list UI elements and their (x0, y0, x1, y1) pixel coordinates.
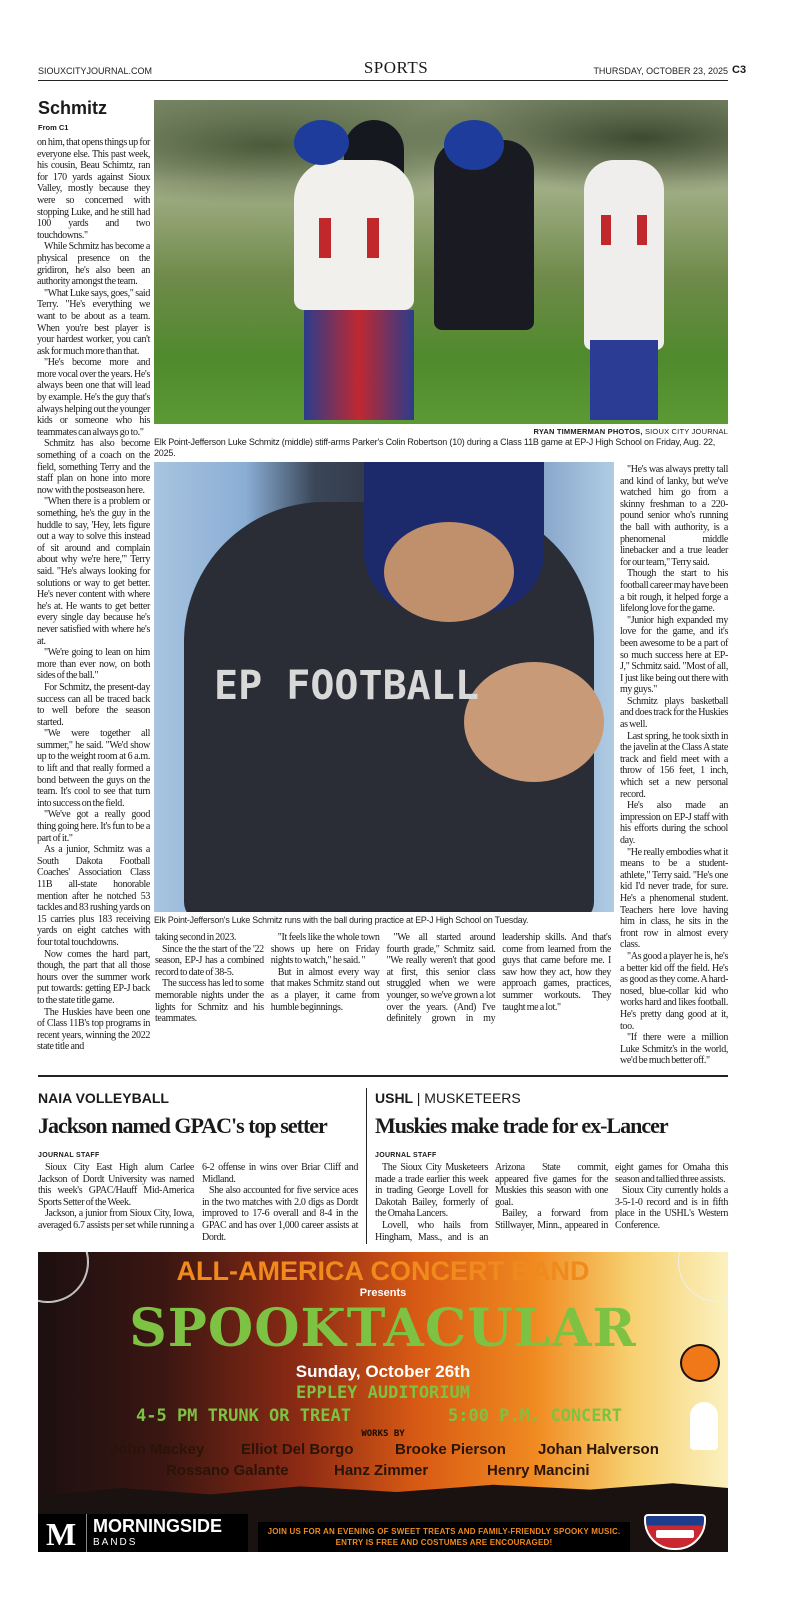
trunk-or-treat-time: 4-5 PM TRUNK OR TREAT (136, 1406, 351, 1426)
story-left-column (37, 137, 150, 1053)
column-divider (366, 1088, 367, 1244)
paragraph: Now comes the hard part, though, the part that all those hours over the summer work put towards: getting EP-J back to the state title game. (37, 948, 150, 1006)
spooktacular-advertisement[interactable] (38, 1252, 728, 1552)
paragraph: The Huskies have been one of Class 11B's top programs in recent years, winning the 2022 state title and (37, 1006, 150, 1053)
paragraph: "We were together all summer," he said. "We'd show up to the weight room at 6 a.m. to lift and that really formed a bond between the guys on the team. It's cool to see that turn into success on the field. (37, 728, 150, 809)
composer: Hanz Zimmer (334, 1462, 429, 1479)
paragraph: Lovell, who hails from Hingham, Mass., and is an Arizona State commit, appeared five games for the Muskies this season with one goal. (375, 1162, 608, 1243)
brief-body (375, 1162, 728, 1243)
paragraph: She also accounted for five service aces in the two matches with 2.0 digs as Dordt improved to 17-6 overall and 8-4 in the GPAC and has over 1,000 career assists at Dordt. (202, 1185, 358, 1243)
page-number: C3 (732, 64, 747, 76)
paragraph: Sioux City currently holds a 3-5-1-0 record and is in fifth place in the USHL's Western Conference. (615, 1185, 728, 1231)
ghost-icon (690, 1402, 718, 1450)
kicker: NAIA VOLLEYBALL (38, 1090, 169, 1106)
story-slug: Schmitz (38, 98, 108, 118)
paragraph: "What Luke says, goes," said Terry. "He's everything we want to be about as a team. When you're best player is your hardest worker, you can't ask for much more than that. (37, 287, 150, 357)
photo-caption: Elk Point-Jefferson's Luke Schmitz runs with the ball during practice at EP-J High School on Tuesday. (154, 915, 529, 925)
concert-time: 5:00 P.M. CONCERT (448, 1406, 622, 1426)
headline[interactable]: Muskies make trade for ex-Lancer (375, 1113, 668, 1138)
composer: Brooke Pierson (395, 1441, 506, 1458)
football-game-photo (154, 100, 728, 424)
paragraph: Schmitz has also become something of a coach on the field, something Terry and the staff plan on hone into more now with the postseason here. (37, 438, 150, 496)
kicker-league: USHL (375, 1090, 413, 1106)
event-message (258, 1522, 630, 1552)
works-by-label: WORKS BY (361, 1429, 405, 1439)
paragraph: He's also made an impression on EP-J staff with his efforts during the school day. (620, 800, 728, 846)
publication: SIOUX CITY JOURNAL (644, 427, 728, 436)
section-rule (38, 1075, 728, 1077)
composer: John Mackey (110, 1441, 205, 1458)
kicker: USHL | MUSKETEERS (375, 1090, 521, 1106)
composer: Henry Mancini (487, 1462, 590, 1479)
kicker-team: MUSKETEERS (424, 1090, 521, 1106)
paragraph: "If there were a million Luke Schmitz's in the world, we'd be much better off." (620, 1032, 728, 1067)
photo-caption: Elk Point-Jefferson Luke Schmitz (middle) stiff-arms Parker's Colin Robertson (10) during a Class 11B game at EP-J High School on Friday, Aug. 22, 2025. (154, 437, 716, 458)
paragraph: Schmitz plays basketball and does track for the Huskies as well. (620, 695, 728, 731)
paragraph: As a junior, Schmitz was a South Dakota Football Coaches' Association Class 11B all-state honorable mention after he notched 53 tackles and 83 rushing yards on 15 carries plus 183 receiving yards on eight catches with four total touchdowns. (37, 844, 150, 948)
paragraph: Though the start to his football career may have been a bit rough, it helped forge a lifelong love for the game. (620, 568, 728, 615)
composer: Rossano Galante (166, 1462, 289, 1479)
brief-body (38, 1162, 358, 1243)
message-line: ENTRY IS FREE AND COSTUMES ARE ENCOURAGED! (335, 1538, 553, 1547)
event-title: SPOOKTACULAR (129, 1298, 637, 1359)
headline[interactable]: Jackson named GPAC's top setter (38, 1113, 327, 1138)
football-practice-photo (154, 462, 614, 912)
paragraph: "When there is a problem or something, he's the guy in the huddle to say, 'Hey, lets figure out a way to solve this instead of sit around and complain about why we're here,'" Terry said. "He's always looking for solutions or way to get better. He's never content with where he's at. He wants to get better every single day because he's never satisfied with where he's at. (37, 496, 150, 647)
paragraph: "He's become more and more vocal over the years. He's always been one that will lead by example. He's the guy that's always helping out the younger kids or someone who his teammates can always go to." (37, 357, 150, 438)
paragraph: taking second in 2023. (155, 932, 237, 943)
message-line: JOIN US FOR AN EVENING OF SWEET TREATS AND FAMILY-FRIENDLY SPOOKY MUSIC. (267, 1527, 621, 1536)
story-right-column (620, 464, 728, 1067)
header-rule (38, 80, 728, 81)
paragraph: on him, that opens things up for everyone else. This past week, his cousin, Beau Schimtz, ran for 170 yards against Sioux Valley, mostly because they were so concerned with stopping Luke, and he still had 100 yards and two touchdowns." (37, 137, 150, 241)
paragraph: Jackson, a junior from Sioux City, Iowa, averaged 6.7 assists per set while running a 6-2 offense in wins over Briar Cliff and Midland. (38, 1162, 358, 1231)
paragraph: The success has led to some memorable nights under the lights for Schmitz and his teammates. (155, 978, 264, 1025)
presents-label: Presents (359, 1287, 407, 1299)
lower-section (0, 1075, 792, 1555)
paragraph: Since the the start of the '22 season, EP-J has a combined record to date of 38-5. (155, 943, 264, 978)
photographer: RYAN TIMMERMAN PHOTOS, (533, 427, 643, 436)
composer: Johan Halverson (538, 1441, 659, 1458)
story-bottom-columns (155, 932, 611, 1025)
site-url[interactable]: SIOUXCITYJOURNAL.COM (38, 66, 153, 76)
paragraph: "He really embodies what it means to be a student-athlete," Terry said. "He's one kid I'd never trade, for sure. He's a phenomenal student. Teachers here love having him in class, he sits in the front row in almost every class. (620, 846, 728, 951)
composer: Elliot Del Borgo (241, 1441, 354, 1458)
paragraph: While Schmitz has become a physical presence on the gridiron, he's also been an authority amongst the team. (37, 241, 150, 288)
paragraph: "We all started around fourth grade," Schmitz said. "We really weren't that good at first, this senior class struggled when we were younger, so we've grown a lot over the years. (And) I've definitely grown in my leadership skills. And that's come from learned from the guys that came before me. I saw how they act, how they approach games, practices, summer workouts. They taught me a lot." (386, 932, 611, 1025)
paragraph: "We've got a really good thing going here. It's fun to be a part of it." (37, 809, 150, 844)
logo-name: MORNINGSIDE (93, 1516, 223, 1536)
photo-credit (154, 427, 728, 436)
jump-from[interactable]: From C1 (38, 123, 69, 132)
morningside-logo (38, 1514, 248, 1552)
pumpkin-icon (680, 1344, 720, 1382)
issue-date: THURSDAY, OCTOBER 23, 2025 (593, 66, 728, 76)
jersey-text: EP FOOTBALL (214, 663, 479, 709)
logo-mark: M (46, 1516, 77, 1552)
paragraph: Sioux City East High alum Carlee Jackson of Dordt University was named this week's GPAC/Hauff Mid-America Sports Setter of the Week. (38, 1162, 194, 1208)
paragraph: "Junior high expanded my love for the game, and it's been awesome to be a part of so much success here at EP-J," Schmitz said. "Most of all, I just like being out there with my guys." (620, 614, 728, 696)
band-name: ALL-AMERICA CONCERT BAND (176, 1256, 590, 1286)
paragraph: "As good a player he is, he's a better kid off the field. He's as good as they come. A hard-nosed, blue-collar kid who works hard and likes football. He's pretty dang good at it, too. (620, 950, 728, 1032)
paragraph: "It feels like the whole town shows up here on Friday nights to watch," he said. " (270, 932, 380, 967)
paragraph: For Schmitz, the present-day success can all be traced back to well before the season started. (37, 681, 150, 728)
paragraph: "We're going to lean on him more than ever now, on both sides of the ball." (37, 647, 150, 682)
logo-sub: BANDS (93, 1537, 138, 1548)
event-date: Sunday, October 26th (295, 1362, 471, 1381)
paragraph: Bailey, a forward from Stillwayer, Minn., appeared in eight games for Omaha this season and tallied three assists. (495, 1162, 728, 1231)
paragraph: Last spring, he took sixth in the javelin at the Class A state track and field meet with a throw of 156 feet, 1 inch, which set a new personal record. (620, 730, 728, 800)
byline: JOURNAL STAFF (38, 1152, 100, 1159)
byline: JOURNAL STAFF (375, 1152, 437, 1159)
paragraph: The Sioux City Musketeers made a trade earlier this week in trading George Lovell for Dakotah Bailey, formerly of the Omaha Lancers. (375, 1162, 488, 1220)
paragraph: "He's was always pretty tall and kind of lanky, but we've watched him go from a skinny freshman to a 220-pound senior who's running the ball with authority, is a phenomenal middle linebacker and a true leader for our team," Terry said. (620, 464, 728, 568)
paragraph: But in almost every way that makes Schmitz stand out as a player, it came from humble beginnings. (270, 966, 380, 1013)
event-venue: EPPLEY AUDITORIUM (296, 1383, 470, 1403)
section-title: SPORTS (363, 58, 429, 77)
